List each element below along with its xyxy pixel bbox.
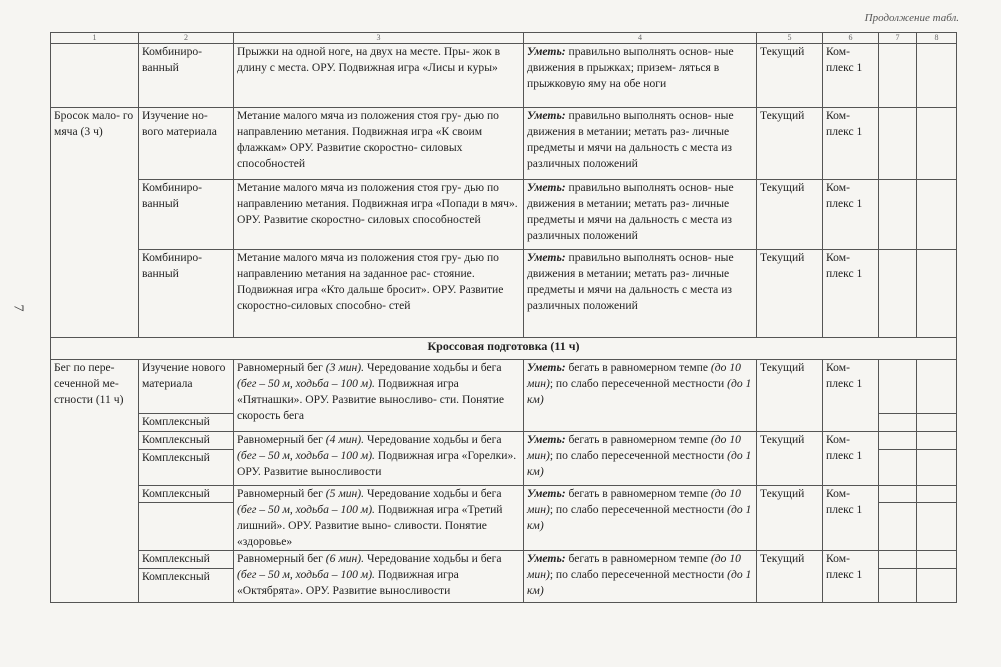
continuation-label: Продолжение табл.	[864, 12, 959, 24]
homework-cell: Ком- плекс 1	[823, 486, 879, 551]
content-text: Чередование ходьбы и бега	[364, 433, 502, 446]
lesson-type-cell: Изучение нового материала	[139, 360, 234, 414]
content-text-italic: (бег – 50 м, ходьба – 100 м).	[237, 568, 375, 581]
lesson-type-cell: Комбиниро- ванный	[139, 180, 234, 250]
homework-cell: Ком- плекс 1	[823, 432, 879, 486]
ability-label: Уметь:	[527, 433, 566, 446]
content-text-italic: (бег – 50 м, ходьба – 100 м).	[237, 503, 375, 516]
requirements-text: правильно выполнять основ- ные движения в прыжках; призем- ляться в прыжковую яму на обе ноги	[527, 45, 734, 90]
requirements-text: ; по слабо пересеченной местности	[549, 568, 728, 581]
homework-cell: Ком- плекс 1	[823, 44, 879, 108]
column-number: 1	[51, 33, 139, 44]
content-text: Равномерный бег	[237, 433, 326, 446]
topic-cell: Бросок мало- го мяча (3 ч)	[51, 108, 139, 338]
empty-cell	[879, 486, 917, 503]
requirements-cell	[524, 108, 757, 180]
content-text: Подвижная игра «Октябрята». ОРУ. Развитие выносливости	[237, 568, 459, 597]
ability-label: Уметь:	[527, 552, 566, 565]
homework-cell: Ком- плекс 1	[823, 180, 879, 250]
column-number: 2	[139, 33, 234, 44]
control-type-cell: Текущий	[757, 108, 823, 180]
lesson-type-cell: Комбиниро- ванный	[139, 250, 234, 338]
requirements-text: ; по слабо пересеченной местности	[549, 449, 728, 462]
requirements-text: бегать в равномерном темпе	[565, 361, 711, 374]
control-type-cell: Текущий	[757, 486, 823, 551]
content-text: Равномерный бег	[237, 552, 326, 565]
ability-label: Уметь:	[527, 251, 566, 264]
section-title: Кроссовая подготовка (11 ч)	[51, 338, 957, 360]
control-type-cell: Текущий	[757, 432, 823, 486]
requirements-text-italic: (до 10 мин)	[527, 361, 741, 390]
homework-cell: Ком- плекс 1	[823, 108, 879, 180]
content-cell: Метание малого мяча из положения стоя гру- дью по направлению метания на заданное рас- стояние. Подвижная игра «Кто дальше бросит». ОРУ. Развитие скоростно-силовых способно- стей	[234, 250, 524, 338]
content-text: Подвижная игра «Горелки». ОРУ. Развитие выносливости	[237, 449, 517, 478]
empty-cell	[917, 180, 957, 250]
empty-cell	[917, 450, 957, 486]
control-type-cell: Текущий	[757, 551, 823, 603]
column-number: 8	[917, 33, 957, 44]
empty-cell	[879, 360, 917, 414]
column-number: 4	[524, 33, 757, 44]
column-number: 6	[823, 33, 879, 44]
content-text-italic: (бег – 50 м, ходьба – 100 м).	[237, 449, 375, 462]
requirements-text: правильно выполнять основ- ные движения в метании; метать раз- личные предметы и мячи на дальность с места из различных положений	[527, 181, 734, 242]
requirements-text-italic: (до 10 мин)	[527, 552, 741, 581]
content-text-italic: (5 мин).	[325, 487, 365, 500]
content-text-italic: (бег – 50 м, ходьба – 100 м).	[237, 377, 375, 390]
empty-cell	[139, 503, 234, 551]
homework-cell: Ком- плекс 1	[823, 360, 879, 432]
homework-cell: Ком- плекс 1	[823, 250, 879, 338]
empty-cell	[917, 503, 957, 551]
requirements-text-italic: (до 10 мин)	[527, 487, 741, 516]
requirements-text-italic: (до 1 км)	[527, 377, 752, 406]
requirements-text-italic: (до 1 км)	[527, 568, 752, 597]
topic-cell: Бег по пере- сеченной ме- стности (11 ч)	[51, 360, 139, 603]
empty-cell	[879, 450, 917, 486]
lesson-type-cell: Комплексный	[139, 486, 234, 503]
content-text: Подвижная игра «Третий лишний». ОРУ. Развитие выно- сливости. Понятие «здоровье»	[237, 503, 503, 548]
requirements-text: бегать в равномерном темпе	[565, 433, 711, 446]
empty-cell	[879, 503, 917, 551]
empty-cell	[917, 108, 957, 180]
table-row	[51, 250, 957, 338]
requirements-text-italic: (до 1 км)	[527, 449, 752, 478]
requirements-text-italic: (до 1 км)	[527, 503, 752, 532]
requirements-text: ; по слабо пересеченной местности	[549, 503, 728, 516]
lesson-plan-table	[50, 32, 957, 603]
content-text-italic: (4 мин).	[325, 433, 365, 446]
empty-cell	[879, 569, 917, 603]
requirements-cell	[524, 180, 757, 250]
table-row	[51, 486, 957, 503]
empty-cell	[917, 360, 957, 414]
control-type-cell: Текущий	[757, 180, 823, 250]
control-type-cell: Текущий	[757, 360, 823, 432]
ability-label: Уметь:	[527, 487, 566, 500]
control-type-cell: Текущий	[757, 250, 823, 338]
lesson-type-cell: Комбиниро- ванный	[139, 44, 234, 108]
empty-cell	[917, 551, 957, 569]
ability-label: Уметь:	[527, 361, 566, 374]
table-row	[51, 551, 957, 569]
requirements-cell	[524, 486, 757, 551]
section-row	[51, 338, 957, 360]
lesson-type-cell: Комплексный	[139, 414, 234, 432]
empty-cell	[879, 414, 917, 432]
lesson-type-cell: Изучение но- вого материала	[139, 108, 234, 180]
empty-cell	[917, 414, 957, 432]
content-text: Чередование ходьбы и бега	[364, 361, 502, 374]
requirements-text: правильно выполнять основ- ные движения в метании; метать раз- личные предметы и мячи на дальность с места из различных положений	[527, 109, 734, 170]
empty-cell	[879, 432, 917, 450]
empty-cell	[917, 486, 957, 503]
requirements-cell	[524, 432, 757, 486]
lesson-type-cell: Комплексный	[139, 450, 234, 486]
requirements-text: бегать в равномерном темпе	[565, 487, 711, 500]
empty-cell	[917, 44, 957, 108]
homework-cell: Ком- плекс 1	[823, 551, 879, 603]
content-cell: Прыжки на одной ноге, на двух на месте. Пры- жок в длину с места. ОРУ. Подвижная игра «Лисы и куры»	[234, 44, 524, 108]
requirements-text: ; по слабо пересеченной местности	[549, 377, 728, 390]
content-text: Подвижная игра «Пятнашки». ОРУ. Развитие выносливо- сти. Понятие скорость бега	[237, 377, 505, 422]
empty-cell	[879, 180, 917, 250]
lesson-type-cell: Комплексный	[139, 432, 234, 450]
content-text: Равномерный бег	[237, 361, 326, 374]
empty-cell	[917, 432, 957, 450]
content-text: Чередование ходьбы и бега	[364, 552, 502, 565]
requirements-cell	[524, 360, 757, 432]
content-cell: Метание малого мяча из положения стоя гру- дью по направлению метания. Подвижная игра «Попади в мяч». ОРУ. Развитие скоростно- силовых способностей	[234, 180, 524, 250]
ability-label: Уметь:	[527, 45, 566, 58]
requirements-text: правильно выполнять основ- ные движения в метании; метать раз- личные предметы и мячи на дальность с места из различных положений	[527, 251, 734, 312]
requirements-text-italic: (до 10 мин)	[527, 433, 741, 462]
content-cell	[234, 360, 524, 432]
empty-cell	[879, 108, 917, 180]
empty-cell	[917, 250, 957, 338]
lesson-type-cell: Комплексный	[139, 551, 234, 569]
requirements-cell	[524, 250, 757, 338]
table-row	[51, 108, 957, 180]
table-row	[51, 432, 957, 450]
table-row	[51, 180, 957, 250]
empty-cell	[879, 551, 917, 569]
control-type-cell: Текущий	[757, 44, 823, 108]
content-cell	[234, 432, 524, 486]
column-number-row	[51, 33, 957, 44]
content-cell	[234, 486, 524, 551]
page-number: 7	[10, 304, 26, 312]
ability-label: Уметь:	[527, 181, 566, 194]
content-text: Чередование ходьбы и бега	[364, 487, 502, 500]
lesson-type-cell: Комплексный	[139, 569, 234, 603]
column-number: 3	[234, 33, 524, 44]
empty-cell	[917, 569, 957, 603]
column-number: 7	[879, 33, 917, 44]
requirements-text: бегать в равномерном темпе	[565, 552, 711, 565]
empty-cell	[879, 44, 917, 108]
content-text-italic: (3 мин).	[325, 361, 365, 374]
topic-cell	[51, 44, 139, 108]
table-row	[51, 360, 957, 414]
content-text: Равномерный бег	[237, 487, 326, 500]
content-text-italic: (6 мин).	[325, 552, 365, 565]
table-row	[51, 44, 957, 108]
column-number: 5	[757, 33, 823, 44]
empty-cell	[879, 250, 917, 338]
ability-label: Уметь:	[527, 109, 566, 122]
requirements-cell	[524, 44, 757, 108]
content-cell	[234, 551, 524, 603]
requirements-cell	[524, 551, 757, 603]
content-cell: Метание малого мяча из положения стоя гру- дью по направлению метания. Подвижная игра «К своим флажкам» ОРУ. Развитие скоростно- силовых способностей	[234, 108, 524, 180]
